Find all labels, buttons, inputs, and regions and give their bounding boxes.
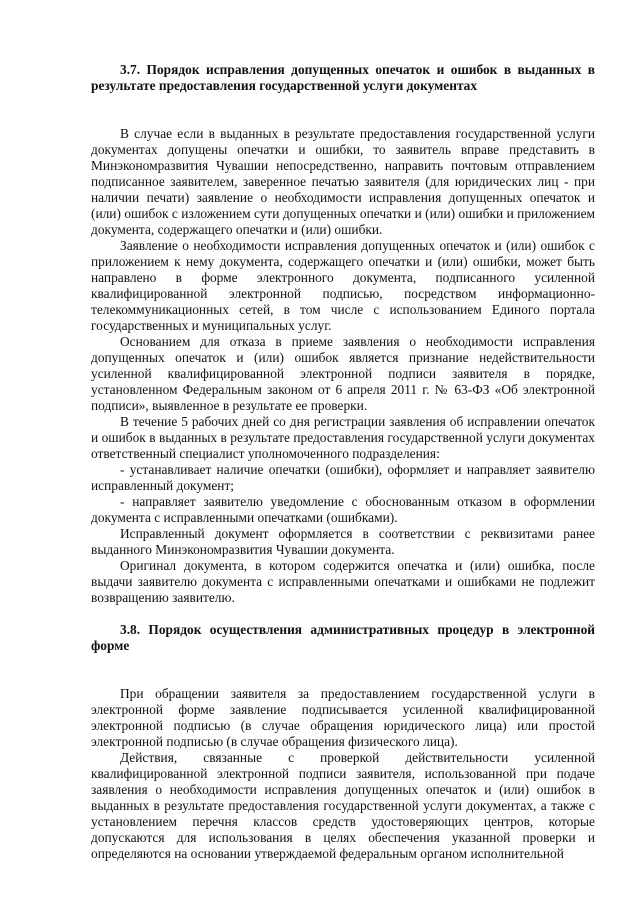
spacer	[91, 654, 595, 686]
list-item: - устанавливает наличие опечатки (ошибки), оформляет и направляет заявителю исправленный документ;	[91, 462, 595, 493]
section-heading-3-8: 3.8. Порядок осуществления административных процедур в электронной форме	[91, 622, 595, 653]
paragraph: Действия, связанные с проверкой действительности усиленной квалифицированной электронной подписи заявителя, использованной при подаче заявления о необходимости исправления допущенных опечаток и (или) ошибок в выданных в результате предоставления государственной услуги документах, а также с установлением перечня классов средств удостоверяющих центров, которые допускаются для использования в целях обеспечения указанной проверки и определяются на основании утверждаемой федеральным органом исполнительной	[91, 750, 595, 861]
paragraph: В случае если в выданных в результате предоставления государственной услуги документах допущены опечатки и ошибки, то заявитель вправе представить в Минэкономразвития Чувашии непосредственно, направить почтовым отправлением подписанное заявителем, заверенное печатью заявителя (для юридических лиц - при наличии печати) заявление о необходимости исправления допущенных опечаток и (или) ошибок с изложением сути допущенных опечатки и (или) ошибки и приложением документа, содержащего опечатки и (или) ошибки.	[91, 126, 595, 237]
paragraph: Заявление о необходимости исправления допущенных опечаток и (или) ошибок с приложением к нему документа, содержащего опечатки и (или) ошибки, может быть направлено в форме электронного документа, подписанного усиленной квалифицированной электронной подписью, посредством информационно-телекоммуникационных сетей, в том числе с использованием Единого портала государственных и муниципальных услуг.	[91, 238, 595, 333]
paragraph: В течение 5 рабочих дней со дня регистрации заявления об исправлении опечаток и ошибок в выданных в результате предоставления государственной услуги документах ответственный специалист уполномоченного подразделения:	[91, 414, 595, 461]
paragraph: Исправленный документ оформляется в соответствии с реквизитами ранее выданного Минэкономразвития Чувашии документа.	[91, 526, 595, 557]
list-item: - направляет заявителю уведомление с обоснованным отказом в оформлении документа с исправленными опечатками (ошибками).	[91, 494, 595, 525]
spacer	[91, 606, 595, 622]
paragraph: Основанием для отказа в приеме заявления о необходимости исправления допущенных опечаток и (или) ошибок является признание недействительности усиленной квалифицированной электронной подписи заявителя в порядке, установленном Федеральным законом от 6 апреля 2011 г. № 63-ФЗ «Об электронной подписи», выявленное в результате ее проверки.	[91, 334, 595, 413]
paragraph: При обращении заявителя за предоставлением государственной услуги в электронной форме заявление подписывается усиленной квалифицированной электронной подписью (в случае обращения юридического лица) или простой электронной подписью (в случае обращения физического лица).	[91, 686, 595, 749]
paragraph: Оригинал документа, в котором содержится опечатка и (или) ошибка, после выдачи заявителю документа с исправленными опечатками и ошибками не подлежит возвращению заявителю.	[91, 558, 595, 605]
spacer	[91, 94, 595, 126]
section-heading-3-7: 3.7. Порядок исправления допущенных опечаток и ошибок в выданных в результате предоставления государственной услуги документах	[91, 62, 595, 93]
